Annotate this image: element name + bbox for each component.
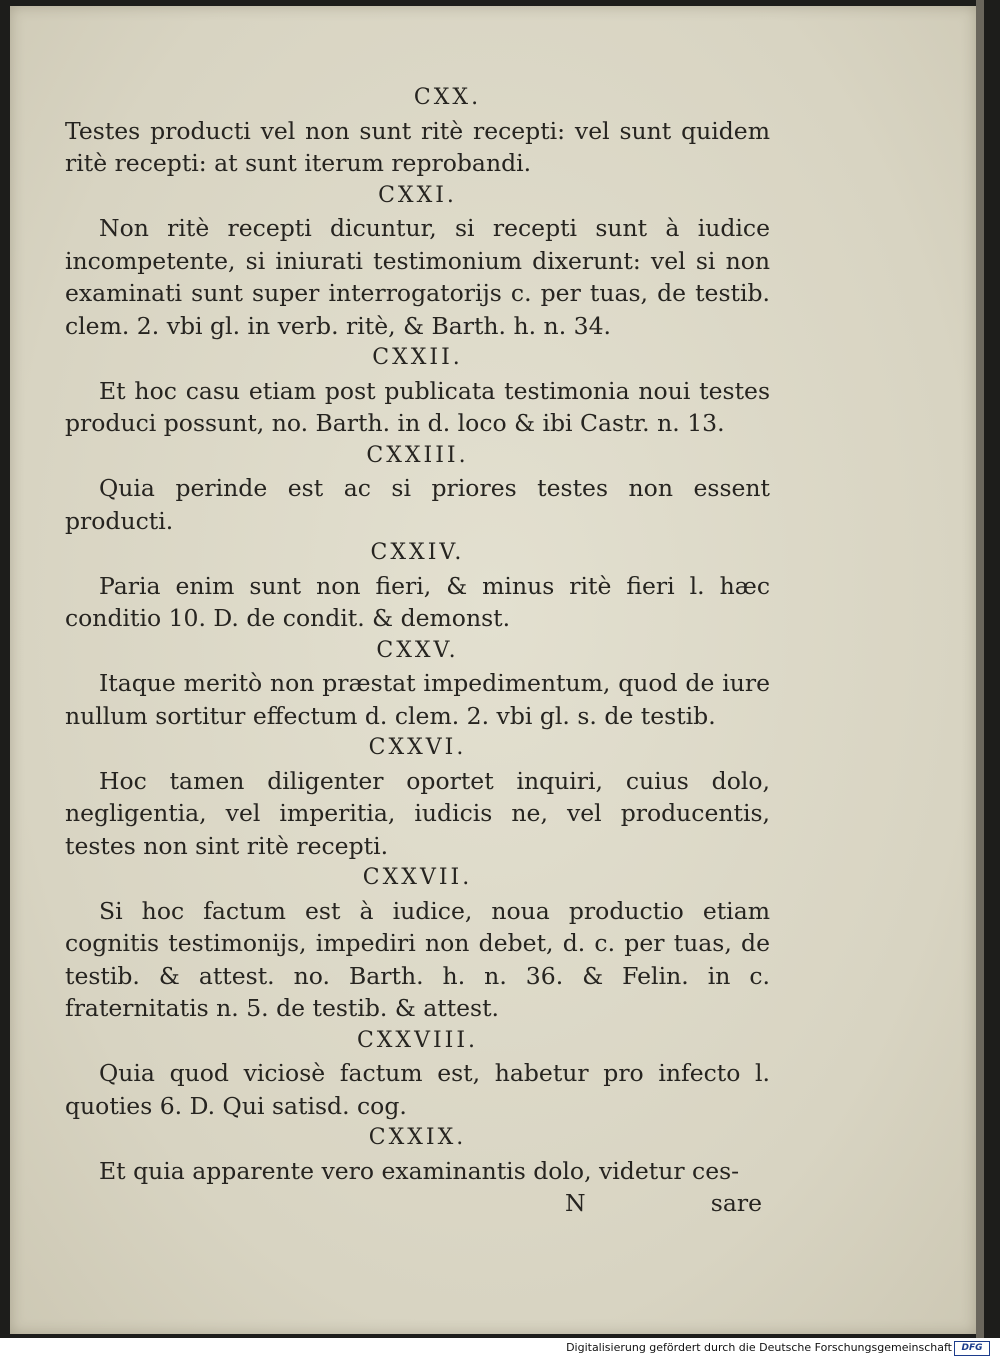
section-numeral: CXX. [413,85,482,110]
page-edge [976,0,984,1338]
catchword: sare [710,1189,762,1217]
signature-mark: N [565,1189,586,1217]
section-text: Paria enim sunt non fieri, & minus ritè fieri l. hæc conditio 10. D. de condit. & demonst. [65,571,770,632]
section-numeral: CXXI. [378,182,457,208]
section-text: Hoc tamen diligenter oportet inquiri, cuius dolo, negligentia, vel imperitia, iudicis ne, vel producentis, testes non sint ritè recepti. [65,766,770,860]
page-foot [65,1187,770,1221]
section-text: Non ritè recepti dicuntur, si recepti sunt à iudice incompetente, si iniurati testimonium dixerunt: vel si non examinati sunt super interrogatorijs c. per tuas, de testib. clem. 2. vbi gl. in verb. ritè, & Barth. h. n. 34. [65,214,770,340]
section-text: Quia quod viciosè factum est, habetur pro infecto l. quoties 6. D. Qui satisd. cog. [65,1059,770,1120]
section-numeral: CXXIII. [366,442,469,468]
section-numeral: CXXIX. [368,1125,467,1150]
section-text: Testes producti vel non sunt ritè recepti: vel sunt quidem ritè recepti: at sunt iterum reprobandi. [65,116,770,177]
funding-notice: Digitalisierung gefördert durch die Deutsche Forschungsgemeinschaft [566,1341,952,1354]
section-text: Itaque meritò non præstat impedimentum, quod de iure nullum sortitur effectum d. clem. 2. vbi gl. s. de testib. [65,669,770,730]
section-text: Et hoc casu etiam post publicata testimonia noui testes produci possunt, no. Barth. in d. loco & ibi Castr. n. 13. [65,376,770,437]
section-numeral: CXXVI. [368,735,467,760]
section-numeral: CXXIV. [370,540,465,565]
dfg-logo[interactable]: DFG [954,1341,990,1356]
section-numeral: CXXVII. [362,865,473,890]
section-numeral: CXXV. [376,637,459,663]
section-text: Si hoc factum est à iudice, noua productio etiam cognitis testimonijs, impediri non debet, d. c. per tuas, de testib. & attest. no. Barth. h. n. 36. & Felin. in c. fraternitatis n. 5. de testib. & attest. [65,896,770,1022]
section-text: Et quia apparente vero examinantis dolo, videtur ces- [99,1156,740,1185]
footer-bar [0,1338,1000,1358]
section-numeral: CXXVIII. [356,1027,479,1053]
page-text [65,82,770,1221]
section-text: Quia perinde est ac si priores testes non essent producti. [65,474,770,535]
section-numeral: CXXII. [372,345,463,370]
